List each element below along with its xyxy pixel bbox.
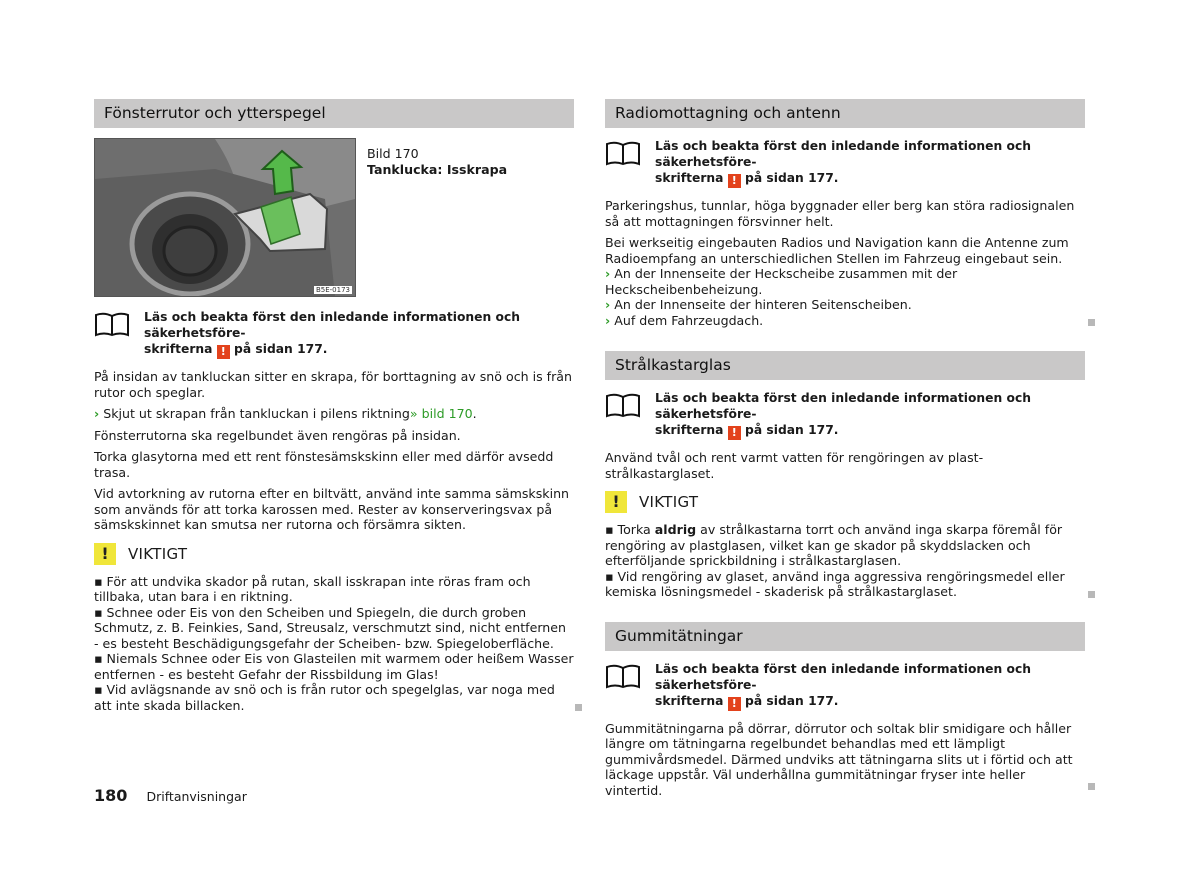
chapter-title: Driftanvisningar <box>146 789 247 804</box>
list-item <box>605 297 1085 313</box>
paragraph-seals: Gummitätningarna på dörrar, dörrutor och soltak blir smidigare och håller längre om tätningarna regelbundet behandlas med ett lämpligt gummivårdsmedel. Därmed undviks att tätningarna slits ut i förtid och att läckage uppstår. Väl underhållna gummitätningar fryser inte heller vintertid. <box>605 720 1073 798</box>
paragraph-antenna: Bei werkseitig eingebauten Radios und Navigation kann die Antenne zum Radioempfang an unterschiedlichen Stellen im Fahrzeug eingebaut sein. <box>605 235 1069 266</box>
paragraph-inside: Fönsterrutorna ska regelbundet även rengöras på insidan. <box>94 427 461 443</box>
note-line2b: på sidan 177. <box>234 342 328 356</box>
note-line2b: på sidan 177. <box>745 171 839 185</box>
end-square-icon <box>1088 783 1095 790</box>
safety-note <box>605 138 1085 188</box>
exclamation-icon: ! <box>217 345 230 359</box>
page-number: 180 <box>94 786 128 805</box>
list-item <box>605 313 1085 329</box>
list-item <box>605 266 1085 297</box>
antenna-list <box>605 266 1085 328</box>
arrow-bullet-icon: › <box>605 266 611 281</box>
safety-note <box>605 661 1085 711</box>
warning-header <box>605 491 1085 513</box>
note-line2a: skrifterna <box>655 693 724 708</box>
exclamation-icon: ! <box>728 697 741 711</box>
book-icon <box>605 392 641 418</box>
section-heading-headlight: Strålkastarglas <box>605 351 1085 380</box>
list-item-text: Auf dem Fahrzeugdach. <box>614 312 764 328</box>
warning-list <box>94 574 574 714</box>
end-square-icon <box>575 704 582 711</box>
warning-item <box>605 522 1085 569</box>
arrow-bullet-icon: › <box>94 406 100 421</box>
fuel-flap-illustration <box>94 138 356 297</box>
warning-item-post: av strålkastarna torrt och använd inga skarpa föremål för rengöring av plastglasen, vilket kan ge skador på skyddslacken och efterföljande sprickbildning i strålkastarglasen. <box>605 522 1063 568</box>
paragraph-scraper: På insidan av tankluckan sitter en skrapa, för borttagning av snö och is från rutor och speglar. <box>94 369 572 400</box>
warning-title: VIKTIGT <box>639 493 699 511</box>
note-line1: Läs och beakta först den inledande informationen och säkerhetsföre- <box>655 139 1032 169</box>
safety-note <box>605 390 1085 440</box>
figure-code: B5E-0173 <box>315 286 350 294</box>
page-footer <box>94 786 247 805</box>
book-icon <box>605 140 641 166</box>
figure-link[interactable]: » bild 170 <box>409 406 473 421</box>
note-line2a: skrifterna <box>655 171 724 185</box>
note-line1: Läs och beakta först den inledande informationen och säkerhetsföre- <box>655 391 1032 421</box>
note-line2a: skrifterna <box>655 423 724 437</box>
section-heading-radio: Radiomottagning och antenn <box>605 99 1085 128</box>
end-square-icon <box>1088 319 1095 326</box>
exclamation-icon: ! <box>728 426 741 440</box>
list-item-text: An der Innenseite der hinteren Seitenscheiben. <box>614 297 912 312</box>
note-line1: Läs och beakta först den inledande informationen och säkerhetsföre- <box>655 661 1032 692</box>
instruction-text: Skjut ut skrapan från tankluckan i pilens riktning <box>103 406 410 421</box>
warning-icon: ! <box>605 491 627 513</box>
instruction-end: . <box>472 406 477 421</box>
left-column <box>94 99 574 713</box>
warning-item-bold: aldrig <box>654 522 697 537</box>
figure-title: Tanklucka: Isskrapa <box>367 162 508 177</box>
arrow-bullet-icon: › <box>605 312 611 328</box>
note-line2b: på sidan 177. <box>745 423 839 437</box>
warning-header <box>94 543 574 565</box>
exclamation-icon: ! <box>728 174 741 188</box>
paragraph-chamois: Torka glasytorna med ett rent fönstesämskskinn eller med därför avsedd trasa. <box>94 449 554 480</box>
warning-item: ▪ Vid avlägsnande av snö och is från rutor och spegelglas, var noga med att inte skada billacken. <box>94 682 555 713</box>
warning-item: ▪ Vid rengöring av glaset, använd inga aggressiva rengöringsmedel eller kemiska lösningsmedel - skaderisk på strålkastarglaset. <box>605 568 1065 599</box>
end-square-icon <box>1088 591 1095 598</box>
figure-row <box>94 138 574 297</box>
warning-list <box>605 522 1085 600</box>
warning-item: ▪ Niemals Schnee oder Eis von Glasteilen mit warmem oder heißem Wasser entfernen - es besteht Gefahr der Rissbildung im Glas! <box>94 651 574 682</box>
warning-icon: ! <box>94 543 116 565</box>
seals-paragraph-wrap <box>605 721 1085 799</box>
list-item-text: An der Innenseite der Heckscheibe zusammen mit der Heckscheibenbeheizung. <box>605 266 958 297</box>
figure-label: Bild 170 <box>367 146 419 161</box>
book-icon <box>94 311 130 337</box>
section-heading-seals: Gummitätningar <box>605 622 1085 651</box>
fuel-flap-drawing <box>95 139 355 296</box>
paragraph-radio: Parkeringshus, tunnlar, höga byggnader eller berg kan störa radiosignalen så att mottagningen försvinner helt. <box>605 198 1075 229</box>
arrow-bullet-icon: › <box>605 297 611 312</box>
note-line2b: på sidan 177. <box>745 693 839 708</box>
warning-title: VIKTIGT <box>128 544 188 563</box>
instruction <box>94 406 574 422</box>
warning-item: ▪ För att undvika skador på rutan, skall isskrapan inte röras fram och tillbaka, utan bara i en riktning. <box>94 573 531 604</box>
note-line2a: skrifterna <box>144 342 213 356</box>
figure-caption <box>356 138 507 297</box>
right-column <box>605 99 1085 804</box>
warning-item-pre: ▪ Torka <box>605 522 651 537</box>
note-line1: Läs och beakta först den inledande informationen och säkerhetsföre- <box>144 310 521 340</box>
warning-item: ▪ Schnee oder Eis von den Scheiben und Spiegeln, die durch groben Schmutz, z. B. Feinkies, Sand, Streusalz, verschmutzt sind, nicht entfernen - es besteht Beschädigungsgefahr der Scheiben- bzw. Spiegeloberfläche. <box>94 604 566 651</box>
paragraph-carwash: Vid avtorkning av rutorna efter en biltvätt, använd inte samma sämskskinn som används för att torka karossen med. Rester av konserveringsvax på sämskskinnet kan smutsa ner rutorna och försämra sikten. <box>94 486 570 532</box>
section-heading-windows: Fönsterrutor och ytterspegel <box>94 99 574 128</box>
book-icon <box>605 663 641 689</box>
paragraph-soap: Använd tvål och rent varmt vatten för rengöringen av plast-strålkastarglaset. <box>605 450 984 481</box>
safety-note <box>94 309 574 359</box>
